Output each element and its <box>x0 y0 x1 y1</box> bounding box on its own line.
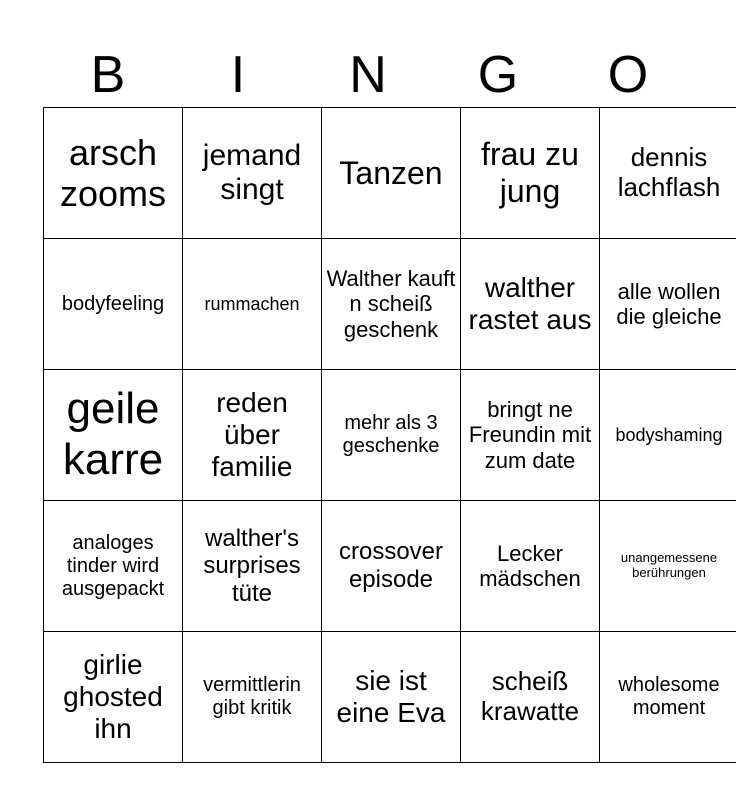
bingo-cell[interactable]: analoges tinder wird ausgepackt <box>44 501 183 632</box>
header-letter-g: G <box>477 46 519 104</box>
bingo-cell[interactable]: bodyshaming <box>600 370 736 501</box>
bingo-cell[interactable]: reden über familie <box>183 370 322 501</box>
board-row <box>44 501 736 632</box>
bingo-header <box>43 44 693 106</box>
bingo-cell[interactable]: vermittlerin gibt kritik <box>183 632 322 763</box>
bingo-cell[interactable]: mehr als 3 geschenke <box>322 370 461 501</box>
bingo-cell[interactable]: scheiß krawatte <box>461 632 600 763</box>
bingo-cell[interactable]: Lecker mädschen <box>461 501 600 632</box>
bingo-cell[interactable]: alle wollen die gleiche <box>600 239 736 370</box>
header-letter-o: O <box>607 46 649 104</box>
bingo-cell[interactable]: girlie ghosted ihn <box>44 632 183 763</box>
bingo-cell[interactable]: wholesome moment <box>600 632 736 763</box>
bingo-board <box>43 107 736 763</box>
bingo-cell[interactable]: geile karre <box>44 370 183 501</box>
bingo-cell[interactable]: Walther kauft n scheiß geschenk <box>322 239 461 370</box>
bingo-cell[interactable]: unangemessene berührungen <box>600 501 736 632</box>
board-row <box>44 370 736 501</box>
board-row <box>44 632 736 763</box>
bingo-cell[interactable]: bringt ne Freundin mit zum date <box>461 370 600 501</box>
board-row <box>44 108 736 239</box>
board-row <box>44 239 736 370</box>
header-letter-b: B <box>90 46 126 104</box>
bingo-cell[interactable]: arsch zooms <box>44 108 183 239</box>
bingo-cell[interactable]: frau zu jung <box>461 108 600 239</box>
header-letter-i: I <box>230 46 246 104</box>
bingo-cell[interactable]: sie ist eine Eva <box>322 632 461 763</box>
header-letter-n: N <box>349 46 387 104</box>
bingo-cell[interactable]: walther's surprises tüte <box>183 501 322 632</box>
bingo-cell[interactable]: rummachen <box>183 239 322 370</box>
bingo-cell[interactable]: Tanzen <box>322 108 461 239</box>
bingo-cell[interactable]: bodyfeeling <box>44 239 183 370</box>
bingo-cell[interactable]: jemand singt <box>183 108 322 239</box>
bingo-cell[interactable]: dennis lachflash <box>600 108 736 239</box>
bingo-cell[interactable]: walther rastet aus <box>461 239 600 370</box>
bingo-cell[interactable]: crossover episode <box>322 501 461 632</box>
